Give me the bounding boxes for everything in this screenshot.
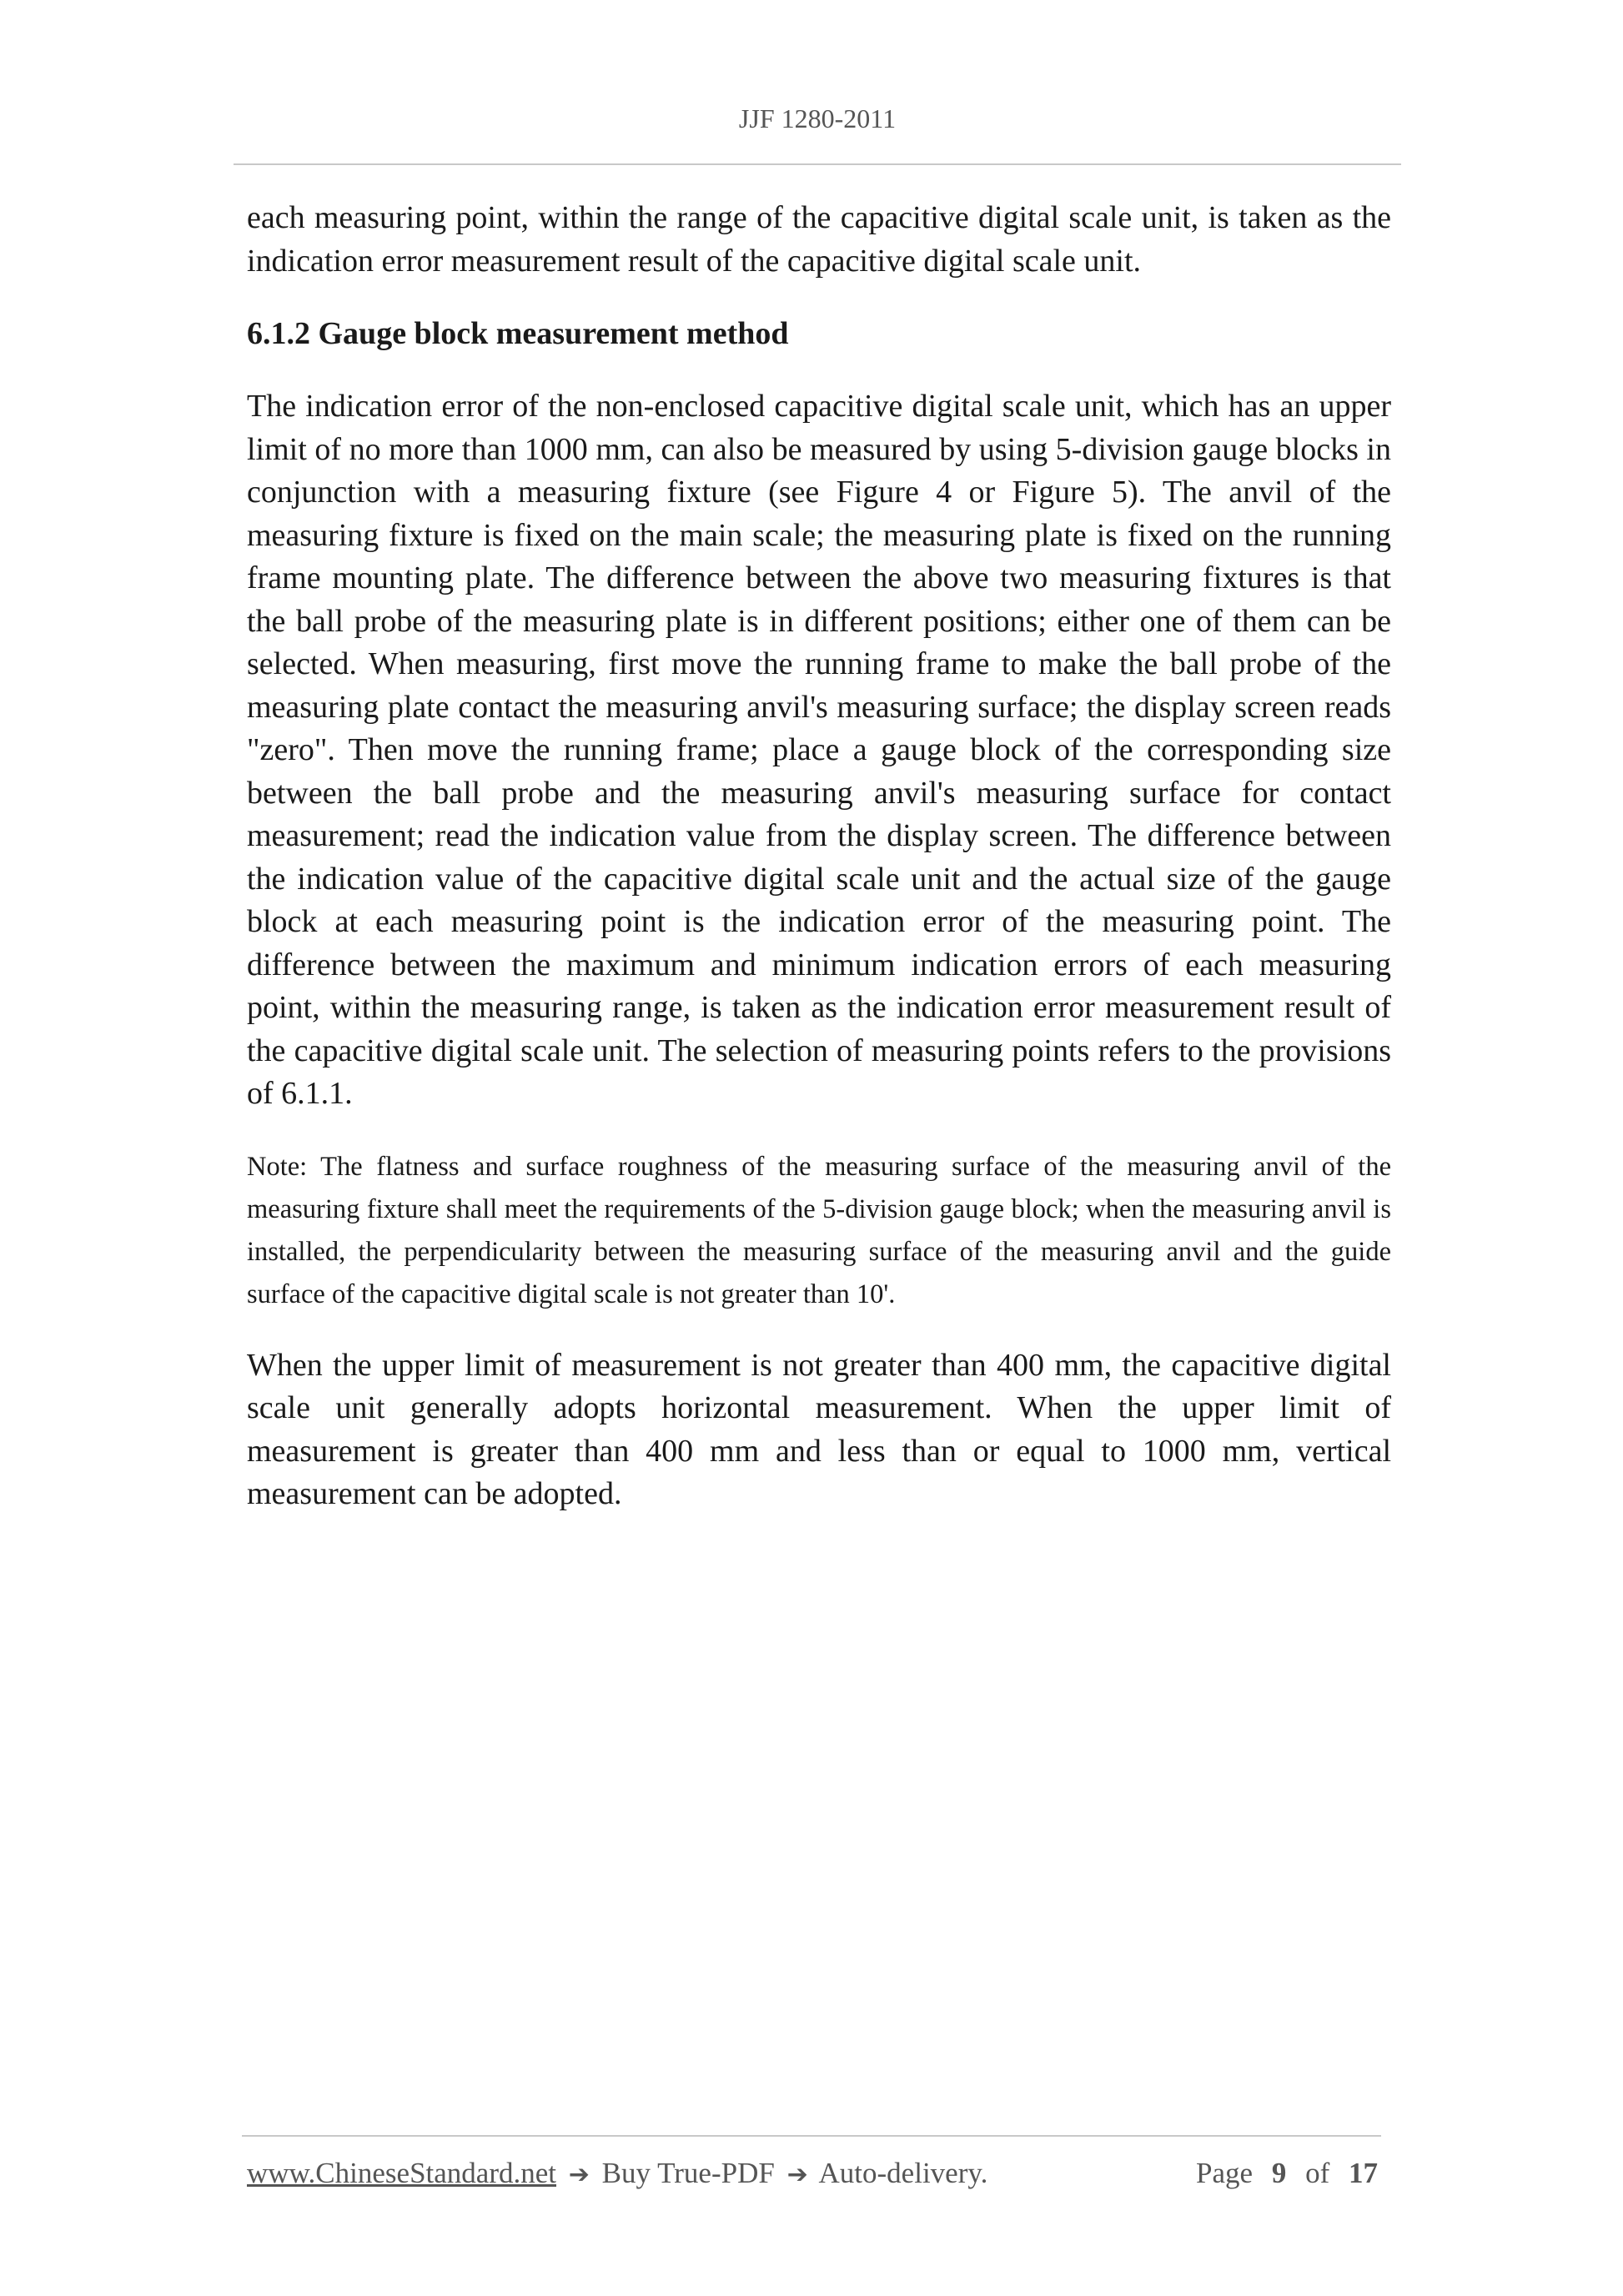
footer-promo [247, 2157, 987, 2190]
page-total: 17 [1349, 2157, 1378, 2189]
continuation-paragraph: each measuring point, within the range of the capacitive digital scale unit, is taken as the indication error measurement result of the capacitive digital scale unit. [247, 200, 1391, 279]
buy-true-pdf-text: Buy True-PDF [601, 2157, 775, 2189]
page-number: 9 [1271, 2157, 1287, 2189]
page-label: Page [1196, 2157, 1254, 2189]
auto-delivery-text: Auto-delivery. [818, 2157, 988, 2189]
main-paragraph: The indication error of the non-enclosed capacitive digital scale unit, which has an upper limit of no more than 1000 mm, can also be measured by using 5-division gauge blocks in conjunction with a measuring fixture (see Figure 4 or Figure 5). The anvil of the measuring fixture is fixed on the main scale; the measuring plate is fixed on the running frame mounting plate. The difference between the above two measuring fixtures is that the ball probe of the measuring plate is in different positions; either one of them can be selected. When measuring, first move the running frame to make the ball probe of the measuring plate contact the measuring anvil's measuring surface; the display screen reads "zero". Then move the running frame; place a gauge block of the corresponding size between the ball probe and the measuring anvil's measuring surface for contact measurement; read the indication value from the display screen. The difference between the indication value of the capacitive digital scale unit and the actual size of the gauge block at each measuring point is the indication error of the measuring point. The difference between the maximum and minimum indication errors of each measuring point, within the measuring range, is taken as the indication error measurement result of the capacitive digital scale unit. The selection of measuring points refers to the provisions of 6.1.1. [247, 389, 1391, 1111]
page-footer [247, 2157, 1381, 2198]
page-header [234, 103, 1401, 165]
page-indicator [1196, 2157, 1378, 2190]
website-link[interactable]: www.ChineseStandard.net [247, 2157, 556, 2189]
right-arrow-icon: ➔ [786, 2160, 808, 2189]
of-label: of [1305, 2157, 1330, 2189]
note-paragraph: Note: The flatness and surface roughness of the measuring surface of the measuring anvil of the measuring fixture shall meet the requirements of the 5-division gauge block; when the measuring anvil is installed, the perpendicularity between the measuring surface of the measuring anvil and the guide surface of the capacitive digital scale is not greater than 10'. [247, 1151, 1391, 1309]
section-heading: 6.1.2 Gauge block measurement method [247, 316, 789, 351]
footer-divider [242, 2135, 1381, 2137]
right-arrow-icon: ➔ [568, 2160, 590, 2189]
document-code: JJF 1280-2011 [738, 103, 897, 133]
document-body [247, 197, 1391, 1516]
final-paragraph: When the upper limit of measurement is not greater than 400 mm, the capacitive digital scale unit generally adopts horizontal measurement. When the upper limit of measurement is greater than 400 mm and less than or equal to 1000 mm, vertical measurement can be adopted. [247, 1347, 1391, 1511]
